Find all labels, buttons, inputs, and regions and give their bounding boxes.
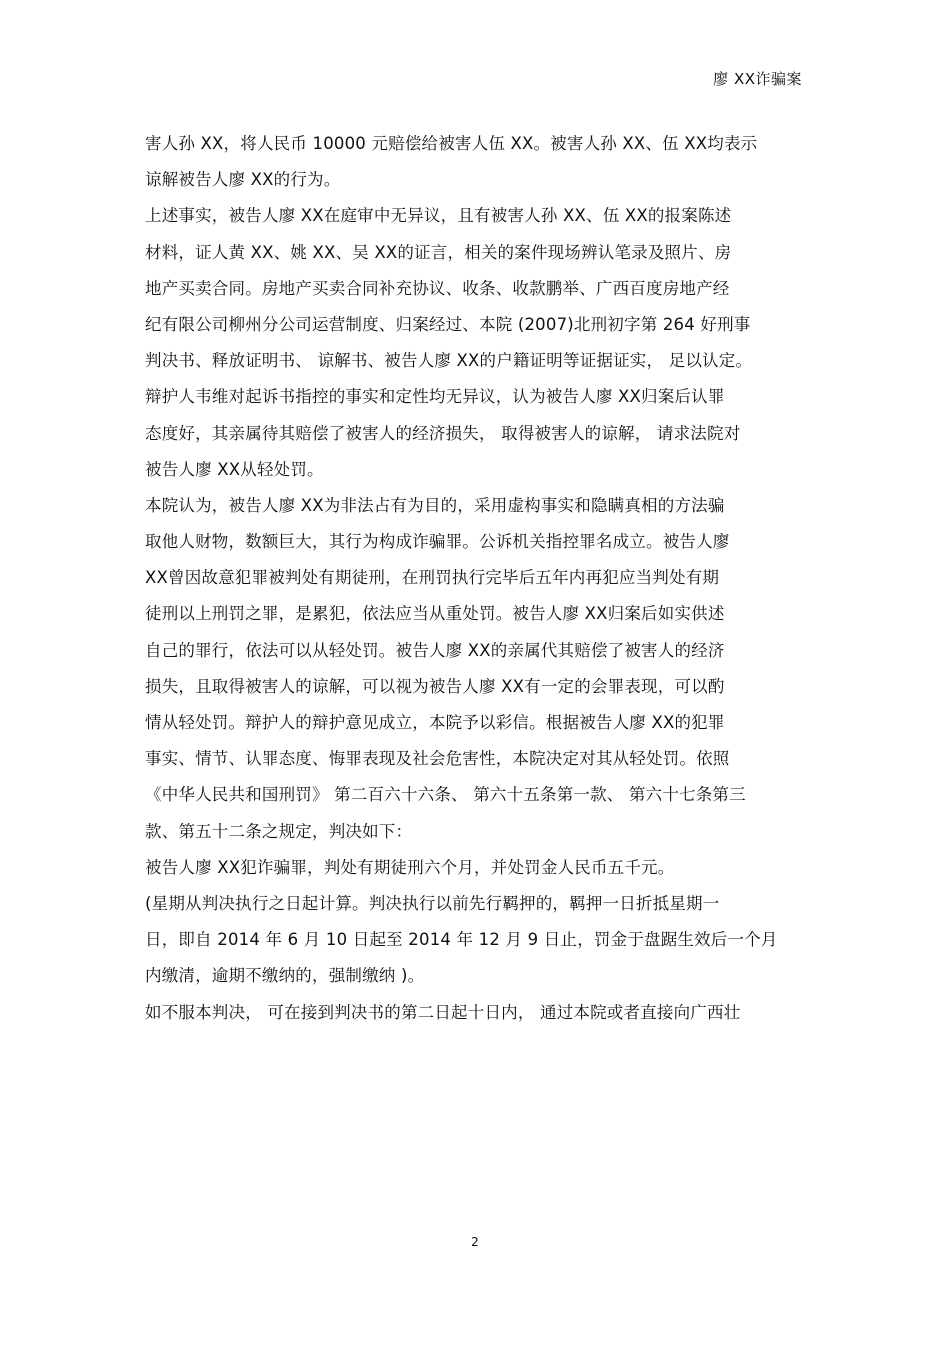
text-line: 损失，且取得被害人的谅解，可以视为被告人廖 XX有一定的会罪表现，可以酌 [145,676,725,696]
text-line: 自己的罪行，依法可以从轻处罚。被告人廖 XX的亲属代其赔偿了被害人的经济 [145,640,725,660]
text-line: 被告人廖 XX从轻处罚。 [145,459,324,479]
text-line: 态度好，其亲属待其赔偿了被害人的经济损失， 取得被害人的谅解， 请求法院对 [145,423,741,443]
text-line: 事实、情节、认罪态度、悔罪表现及社会危害性，本院决定对其从轻处罚。依照 [145,749,730,769]
text-line: 款、第五十二条之规定，判决如下： [145,821,413,841]
text-line: 徒刑以上刑罚之罪，是累犯，依法应当从重处罚。被告人廖 XX归案后如实供述 [145,604,725,624]
text-line: 情从轻处罚。辩护人的辩护意见成立，本院予以彩信。根据被告人廖 XX的犯罪 [145,713,725,732]
text-line: 内缴清，逾期不缴纳的，强制缴纳 )。 [145,966,425,986]
text-line: 纪有限公司柳州分公司运营制度、归案经过、本院 (2007)北刑初字第 264 好刑事 [145,314,751,334]
text-line: 如不服本判决， 可在接到判决书的第二日起十日内， 通过本院或者直接向广西壮 [145,1002,741,1022]
text-line: 地产买卖合同。房地产买卖合同补充协议、收条、收款鹏举、广西百度房地产经 [145,278,730,298]
page-number: 2 [471,1235,479,1249]
running-header: 廖 XX诈骗案 [713,70,802,88]
text-line: 辩护人韦维对起诉书指控的事实和定性均无异议，认为被告人廖 XX归案后认罪 [145,387,725,407]
text-line: 材料，证人黄 XX、姚 XX、吴 XX的证言，相关的案件现场辨认笔录及照片、房 [145,242,732,262]
text-line: 被告人廖 XX犯诈骗罪，判处有期徒刑六个月，并处罚金人民币五千元。 [145,857,675,877]
text-line: 日，即自 2014 年 6 月 10 日起至 2014 年 12 月 9 日止，罚金于盘踞生效后一个月 [145,930,778,950]
document-body [145,126,815,1031]
text-line: 取他人财物，数额巨大，其行为构成诈骗罪。公诉机关指控罪名成立。被告人廖 [145,532,730,552]
text-line: (星期从判决执行之日起计算。判决执行以前先行羁押的，羁押一日折抵星期一 [145,893,720,913]
text-line: 本院认为，被告人廖 XX为非法占有为目的，采用虚构事实和隐瞒真相的方法骗 [145,495,725,515]
text-line: 判决书、释放证明书、 谅解书、被告人廖 XX的户籍证明等证据证实， 足以认定。 [145,351,753,371]
text-line: 谅解被告人廖 XX的行为。 [145,170,341,190]
text-line: 害人孙 XX，将人民币 10000 元赔偿给被害人伍 XX。被害人孙 XX、伍 XX均表示 [145,134,758,153]
text-line: 《中华人民共和国刑罚》 第二百六十六条、 第六十五条第一款、 第六十七条第三 [145,785,746,805]
text-line: XX曾因故意犯罪被判处有期徒刑，在刑罚执行完毕后五年内再犯应当判处有期 [145,568,720,588]
text-line: 上述事实，被告人廖 XX在庭审中无异议，且有被害人孙 XX、伍 XX的报案陈述 [145,206,732,226]
